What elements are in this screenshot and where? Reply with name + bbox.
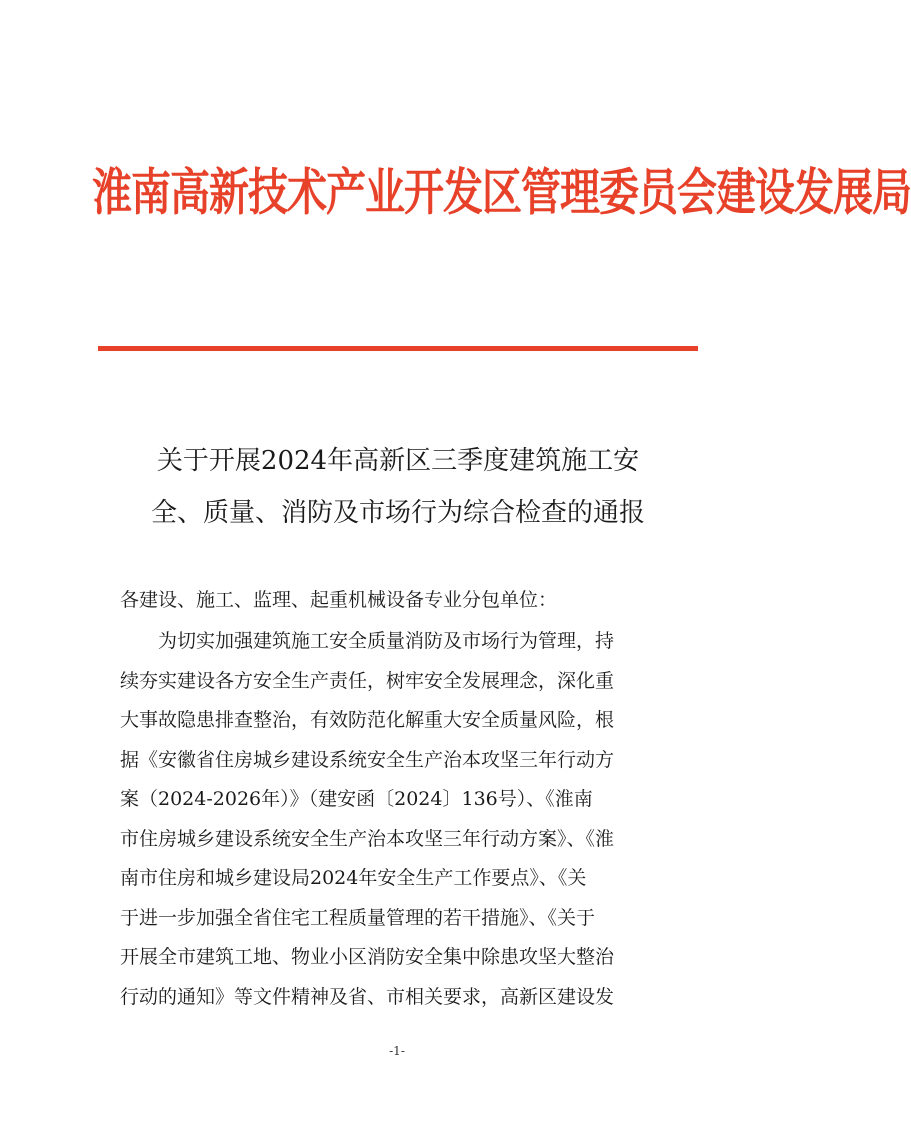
body-line: 开展全市建筑工地、物业小区消防安全集中除患攻坚大整治 [120,946,615,968]
body-line: 行动的通知》等文件精神及省、市相关要求，高新区建设发 [120,985,615,1008]
page-number: -1- [389,1044,405,1058]
body-line: 南市住房和城乡建设局2024年安全生产工作要点》、《关 [120,867,587,889]
body-line: 大事故隐患排查整治，有效防范化解重大安全质量风险，根 [120,709,615,731]
body-line: 案（2024-2026年）》（建安函〔2024〕136号）、《淮南 [120,788,593,810]
body-line: 市住房城乡建设系统安全生产治本攻坚三年行动方案》、《淮 [120,827,615,850]
body-line: 为切实加强建筑施工安全质量消防及市场行为管理，持 [120,630,615,652]
document-title-line: 关于开展2024年高新区三季度建筑施工安 [156,446,640,476]
body-line: 于进一步加强全省住宅工程质量管理的若干措施》、《关于 [120,906,596,929]
issuer-header: 淮南高新技术产业开发区管理委员会建设发展局 [92,164,911,222]
body-paragraph [120,622,700,1017]
body-line: 续夯实建设各方安全生产责任，树牢安全发展理念，深化重 [120,669,615,692]
document-title-line: 全、质量、消防及市场行为综合检查的通报 [150,498,645,528]
body-line: 据《安徽省住房城乡建设系统安全生产治本攻坚三年行动方 [120,748,615,771]
salutation: 各建设、施工、监理、起重机械设备专业分包单位： [120,589,558,611]
document-title [110,435,686,539]
header-red-rule [98,346,698,351]
